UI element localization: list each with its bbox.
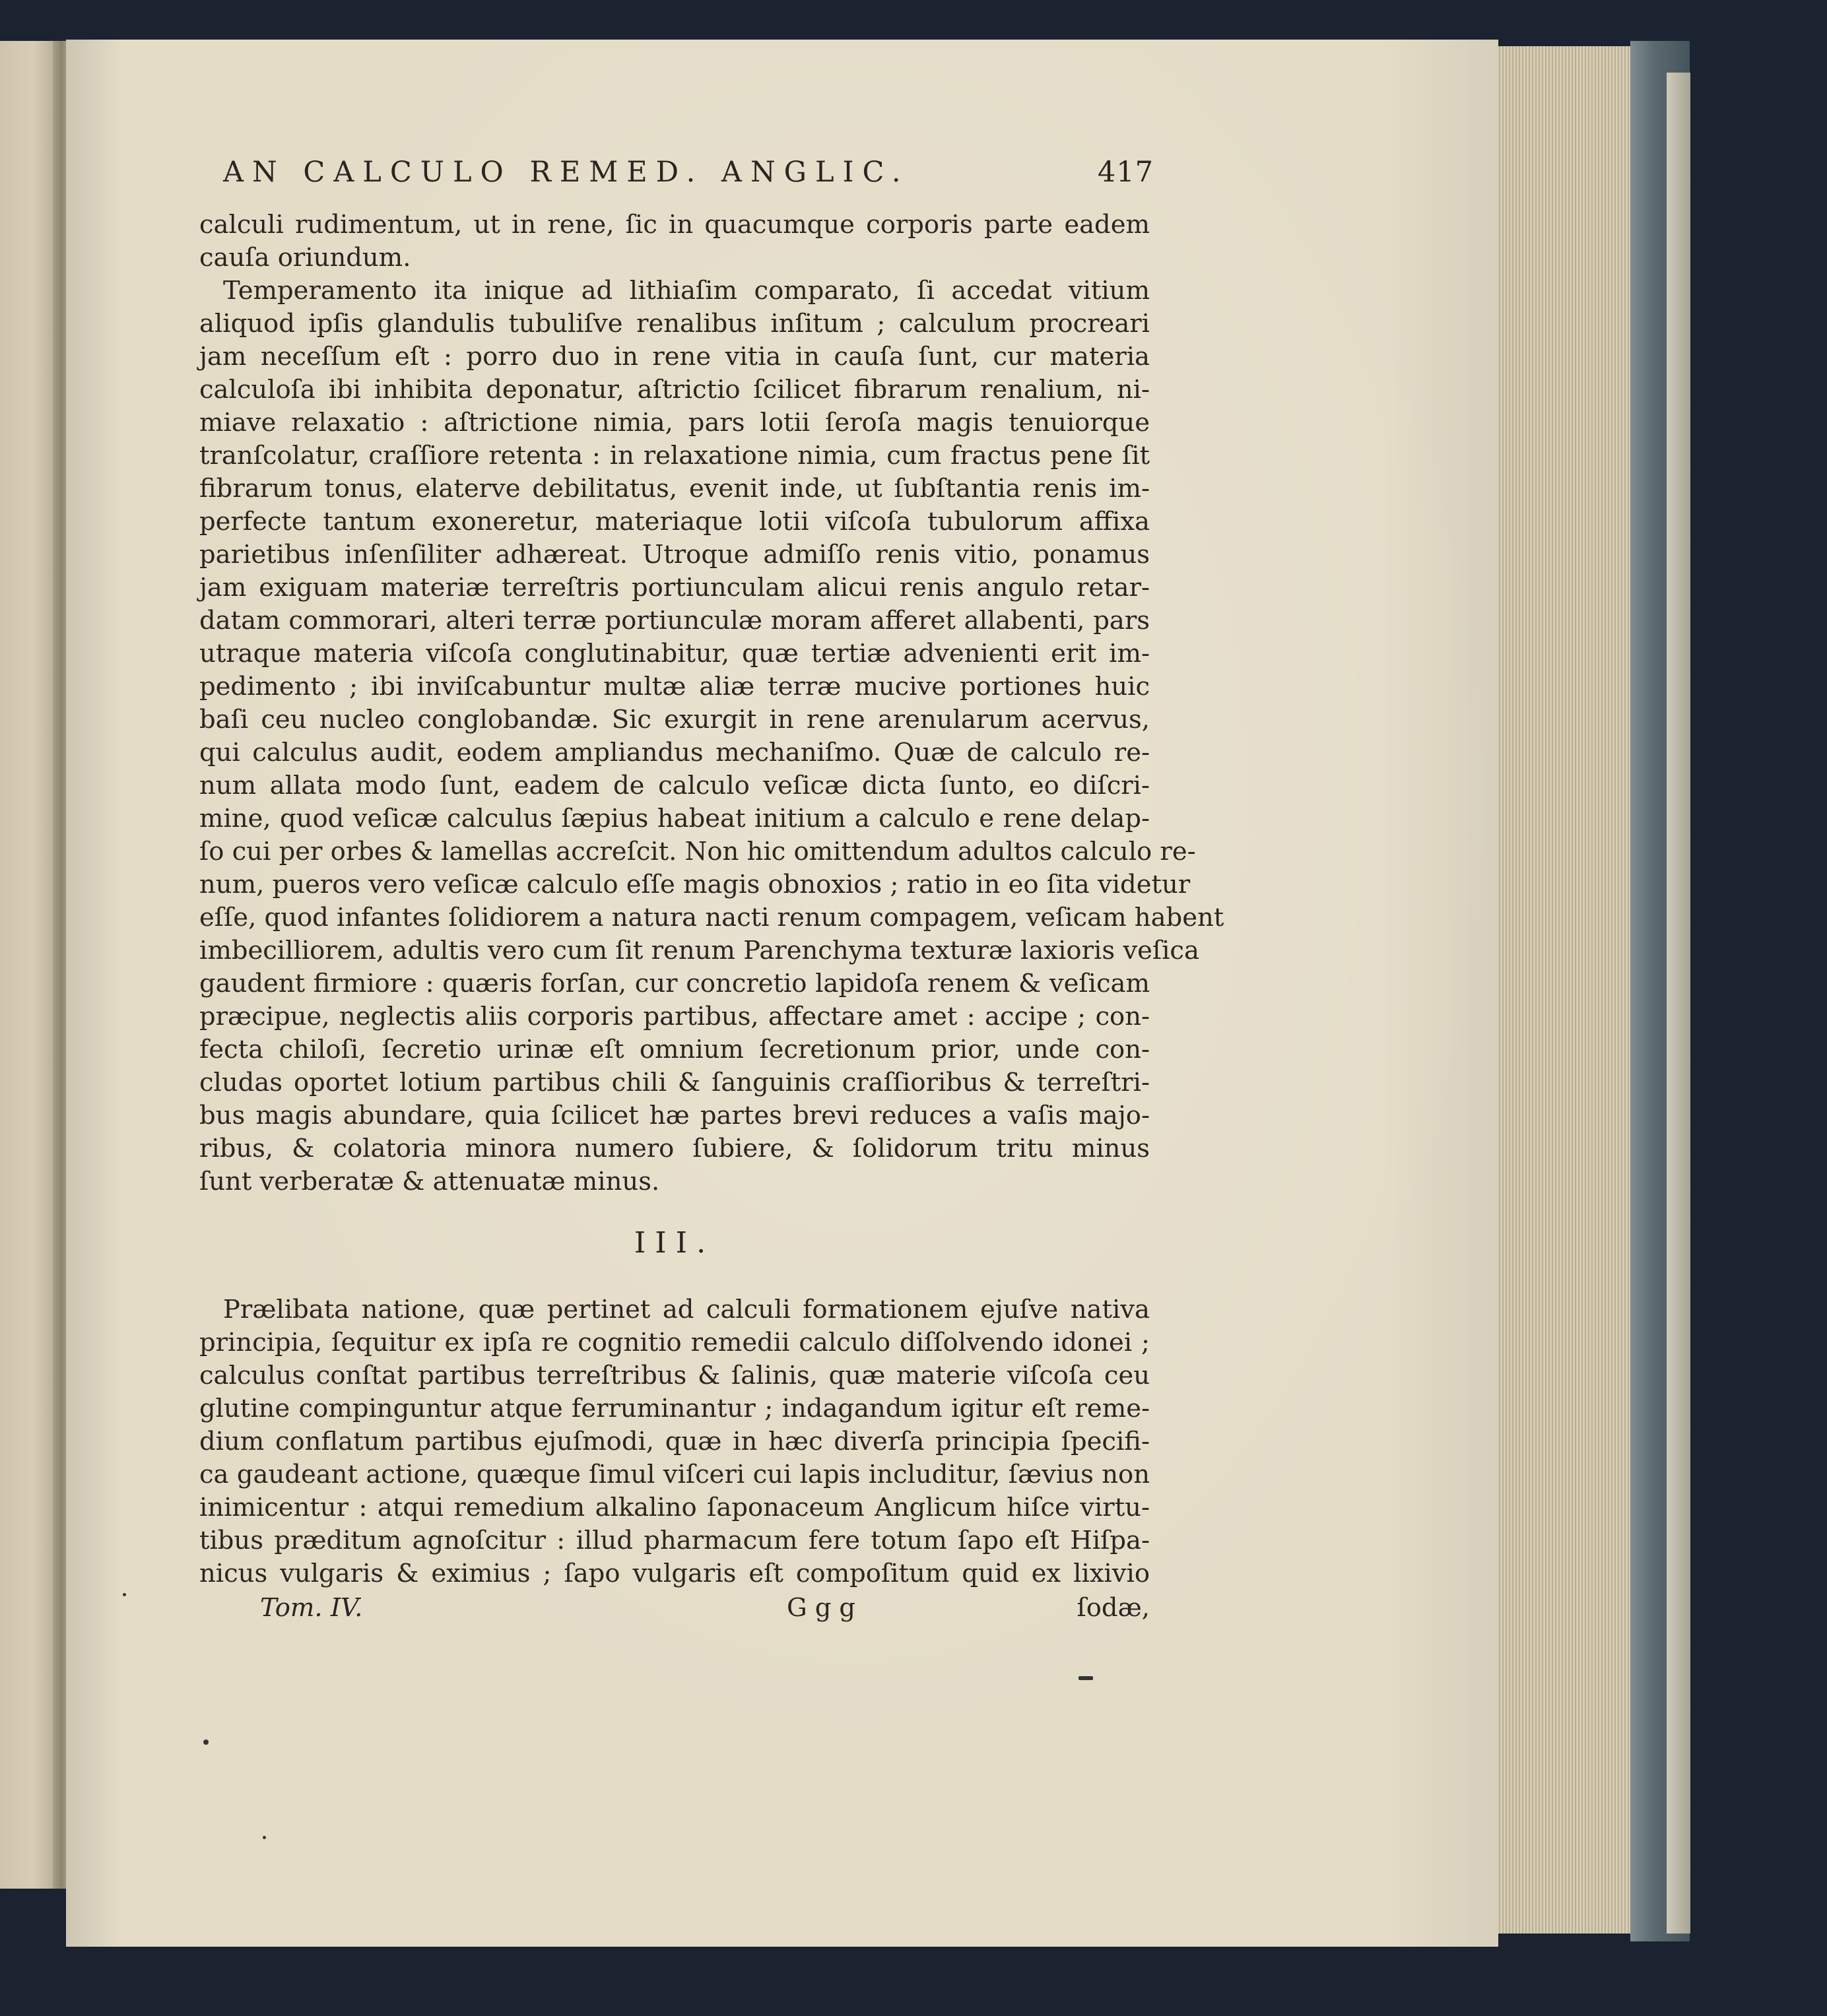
text-line: principia, ſequitur ex ipſa re cognitio remedii calculo diſſolvendo idonei ; [199,1328,1150,1357]
text-line: eſſe, quod infantes ſolidiorem a natura nacti renum compagem, veſicam habent [199,903,1224,932]
text-line: parietibus inſenſiliter adhæreat. Utroque admiſſo renis vitio, ponamus [199,540,1150,569]
text-line: præcipue, neglectis aliis corporis partibus, affectare amet : accipe ; con- [199,1002,1150,1031]
text-line: num, pueros vero veſicæ calculo eſſe magis obnoxios ; ratio in eo ſita videtur [199,870,1191,899]
text-line: aliquod ipſis glandulis tubuliſve renalibus inſitum ; calculum procreari [199,309,1150,339]
text-line: qui calculus audit, eodem ampliandus mechaniſmo. Quæ de calculo re- [199,738,1150,767]
text-line: tibus præditum agnoſcitur : illud pharmacum fere totum ſapo eſt Hiſpa- [199,1526,1150,1555]
text-line: jam exiguam materiæ terreſtris portiunculam alicui renis angulo retar- [199,573,1150,602]
ink-speck [123,1593,126,1596]
text-line: ſo cui per orbes & lamellas accreſcit. Non hic omittendum adultos calculo re- [199,837,1196,866]
ink-speck [203,1740,209,1745]
text-line: fecta chiloſi, ſecretio urinæ eſt omnium ſecretionum prior, unde con- [199,1035,1150,1064]
text-line: gaudent firmiore : quæris forſan, cur concretio lapidoſa renem & veſicam [199,969,1150,998]
text-line: imbecilliorem, adultis vero cum ſit renum Parenchyma texturæ laxioris veſica [199,936,1199,965]
text-line: mine, quod veſicæ calculus ſæpius habeat initium a calculo e rene delap- [199,804,1150,833]
text-line: ſunt verberatæ & attenuatæ minus. [199,1167,660,1196]
text-line: jam neceſſum eſt : porro duo in rene vitia in cauſa ſunt, cur materia [199,342,1150,372]
cover-board-edge [1667,73,1690,1934]
text-line: glutine compinguntur atque ferruminantur ; indagandum igitur eſt reme- [199,1394,1150,1423]
running-head [223,156,1154,193]
page-number: 417 [1097,156,1154,189]
text-line: miave relaxatio : aſtrictione nimia, pars lotii ſeroſa magis tenuiorque [199,408,1150,438]
text-line: nicus vulgaris & eximius ; ſapo vulgaris eſt compoſitum quid ex lixivio [199,1559,1150,1588]
text-line: calculus conſtat partibus terreſtribus & ſalinis, quæ materie viſcoſa ceu [199,1361,1150,1390]
ink-speck [263,1836,266,1839]
signature-mark: Ggg [787,1593,864,1623]
ink-speck [1079,1676,1093,1680]
text-line: utraque materia viſcoſa conglutinabitur, quæ tertiæ advenienti erit im- [199,639,1150,668]
text-line: bus magis abundare, quia ſcilicet hæ partes brevi reduces a vaſis majo- [199,1101,1150,1130]
text-line: pedimento ; ibi inviſcabuntur multæ aliæ terræ mucive portiones huic [199,672,1150,701]
catchword: ſodæ, [1077,1593,1150,1623]
text-line: cauſa oriundum. [199,243,411,273]
text-line: num allata modo ſunt, eadem de calculo veſicæ dicta ſunto, eo diſcri- [199,771,1150,800]
text-line: inimicentur : atqui remedium alkalino ſaponaceum Anglicum hiſce virtu- [199,1493,1150,1522]
volume-mark: Tom. IV. [260,1593,363,1623]
body-text-upper [199,209,1224,1198]
text-line: ca gaudeant actione, quæque ſimul viſceri cui lapis includitur, ſævius non [199,1460,1150,1489]
text-line: datam commorari, alteri terræ portiunculæ moram afferet allabenti, pars [199,606,1150,635]
facing-page-edge [0,41,61,1889]
paragraph-2 [199,275,1224,1198]
section-heading: III. [634,1226,715,1260]
paragraph-3 [199,1293,1150,1590]
text-line: cludas oportet lotium partibus chili & ſanguinis craſſioribus & terreſtri- [199,1068,1150,1097]
text-line: Temperamento ita inique ad lithiaſim comparato, ſi accedat vitium [223,276,1150,306]
text-line: ribus, & colatoria minora numero ſubiere, & ſolidorum tritu minus [199,1134,1150,1163]
text-line: perfecte tantum exoneretur, materiaque lotii viſcoſa tubulorum affixa [199,507,1150,537]
running-head-title: AN CALCULO REMED. ANGLIC. [223,156,910,189]
text-line: Prælibata natione, quæ pertinet ad calculi formationem ejuſve nativa [223,1295,1150,1324]
text-line: calculoſa ibi inhibita deponatur, aſtrictio ſcilicet fibrarum renalium, ni- [199,375,1150,405]
text-line: baſi ceu nucleo conglobandæ. Sic exurgit in rene arenularum acervus, [199,705,1150,734]
text-line: fibrarum tonus, elaterve debilitatus, evenit inde, ut ſubſtantia renis im- [199,474,1150,504]
text-line: calculi rudimentum, ut in rene, ſic in quacumque corporis parte eadem [199,210,1150,240]
body-text-lower [199,1293,1150,1590]
text-line: tranſcolatur, craſſiore retenta : in relaxatione nimia, cum fractus pene ſit [199,441,1150,471]
page-footer [199,1593,1150,1627]
paragraph-1 [199,209,1150,275]
text-line: dium conflatum partibus ejuſmodi, quæ in hæc diverſa principia ſpecifi- [199,1427,1150,1456]
